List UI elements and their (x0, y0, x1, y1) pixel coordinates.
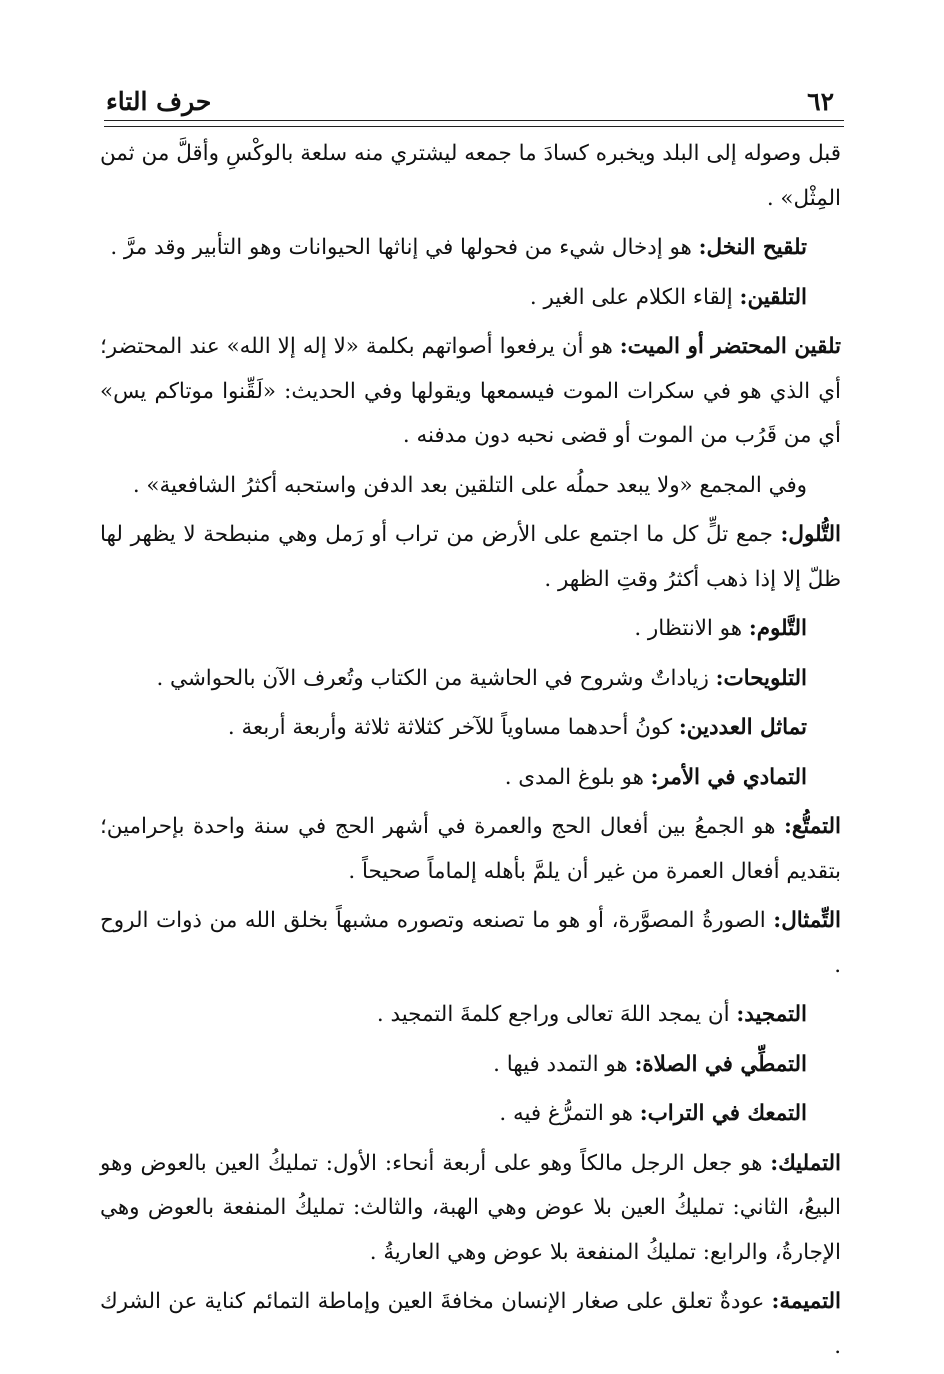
dictionary-entry (100, 899, 841, 988)
entry-term: التمجيد: (736, 1002, 807, 1027)
entry-term: التِّمثال: (773, 908, 841, 933)
entry-definition: كونُ أحدهما مساوياً للآخر كثلاثة ثلاثة وأربعة أربعة . (227, 715, 679, 740)
header-rule-bottom (104, 126, 844, 127)
dictionary-entry (100, 607, 841, 652)
dictionary-entry (100, 993, 841, 1038)
entry-term: التمطِّي في الصلاة: (634, 1051, 807, 1077)
entry-definition: هو التمرُّغ فيه . (499, 1101, 640, 1126)
dictionary-entry (100, 513, 841, 602)
entry-definition: هو أن يرفعوا أصواتهم بكلمة «لا إله إلا الله» عند المحتضر؛ أي الذي هو في سكرات الموت فيسمعها ويقولها وفي الحديث: «لَقِّنوا موتاكم يس» أي من قَرُب من الموت أو قضى نحبه دون مدفنه . (100, 334, 841, 448)
entry-definition: زياداتٌ وشروح في الحاشية من الكتاب وتُعرف الآن بالحواشي . (156, 665, 716, 691)
dictionary-entry (100, 276, 841, 321)
entry-definition: هو الجمعُ بين أفعال الحج والعمرة في أشهر الحج في سنة واحدة بإحرامين؛ بتقديم أفعال العمرة من غير أن يلمَّ بأهله إلماماً صحيحاً . (100, 814, 841, 884)
page-number: ٦٢ (807, 87, 834, 116)
entry-term: التمتُّع: (783, 814, 841, 839)
entry-definition: وفي المجمع «ولا يبعد حملُه على التلقين بعد الدفن واستحبه أكثرُ الشافعية» . (132, 472, 807, 498)
dictionary-entry (100, 706, 841, 751)
dictionary-entry (100, 325, 841, 459)
entry-definition: الصورةُ المصوَّرة، أو هو ما تصنعه وتصوره مشبهاً بخلق الله من ذوات الروح . (100, 908, 841, 978)
dictionary-entry (100, 1142, 841, 1276)
dictionary-entry (100, 464, 841, 509)
entry-definition: هو جعل الرجل مالكاً وهو على أربعة أنحاء: الأول: تمليكُ العين بالعوض وهو البيعُ، الثاني: تمليكُ العين بلا عوض وهي الهبة، والثالث: تمليكُ المنفعة بالعوض وهي الإجارةُ، والرابع: تمليكُ المنفعة بلا عوض وهي العاريةُ . (100, 1150, 841, 1265)
dictionary-entry (100, 226, 841, 271)
entry-term: التمعك في التراب: (639, 1101, 807, 1126)
dictionary-entry (100, 756, 841, 801)
entry-definition: عودةٌ تعلق على صغار الإنسان مخافةَ العين وإماطة التمائم كناية عن الشرك . (100, 1289, 841, 1359)
entry-term: تماثل العددين: (678, 715, 807, 740)
dictionary-entry (100, 805, 841, 894)
entry-definition: جمع تلٍّ كل ما اجتمع على الأرض من تراب أو رَمل وهي منبطحة لا يظهر لها ظلّ إلا إذا ذهب أكثرُ وقتِ الظهر . (100, 522, 841, 592)
entry-definition: هو الانتظار . (634, 616, 749, 641)
entry-term: التميمة: (771, 1289, 841, 1314)
entry-definition: أن يمجد اللهَ تعالى وراجع كلمةَ التمجيد . (376, 1002, 737, 1027)
header-rule-top (104, 120, 844, 121)
entry-term: تلقيح النخل: (698, 235, 807, 260)
entry-term: التَّلوم: (748, 616, 807, 641)
dictionary-body (100, 132, 841, 1374)
entry-term: التلقين: (739, 284, 807, 310)
entry-definition: هو بلوغ المدى . (504, 764, 651, 790)
entry-definition: هو التمدد فيها . (493, 1051, 635, 1077)
dictionary-entry (100, 132, 841, 221)
entry-term: التمادي في الأمر: (650, 764, 807, 790)
dictionary-entry (100, 657, 841, 702)
dictionary-entry (100, 1092, 841, 1137)
entry-term: التلويحات: (715, 665, 807, 691)
dictionary-entry (100, 1043, 841, 1088)
entry-term: تلقين المحتضر أو الميت: (619, 334, 841, 359)
entry-definition: هو إدخال شيء من فحولها في إناثها الحيوانات وهو التأبير وقد مرَّ . (110, 235, 699, 260)
entry-definition: قبل وصوله إلى البلد ويخبره كسادَ ما جمعه ليشتري منه سلعة بالوكْسِ وأقلَّ من ثمن المِثْل» . (100, 141, 841, 211)
entry-term: التُّلول: (780, 522, 841, 547)
dictionary-entry (100, 1280, 841, 1369)
entry-definition: إلقاء الكلام على الغير . (529, 284, 740, 310)
entry-term: التمليك: (770, 1150, 841, 1176)
running-head (106, 76, 834, 116)
section-title: حرف التاء (106, 87, 212, 116)
